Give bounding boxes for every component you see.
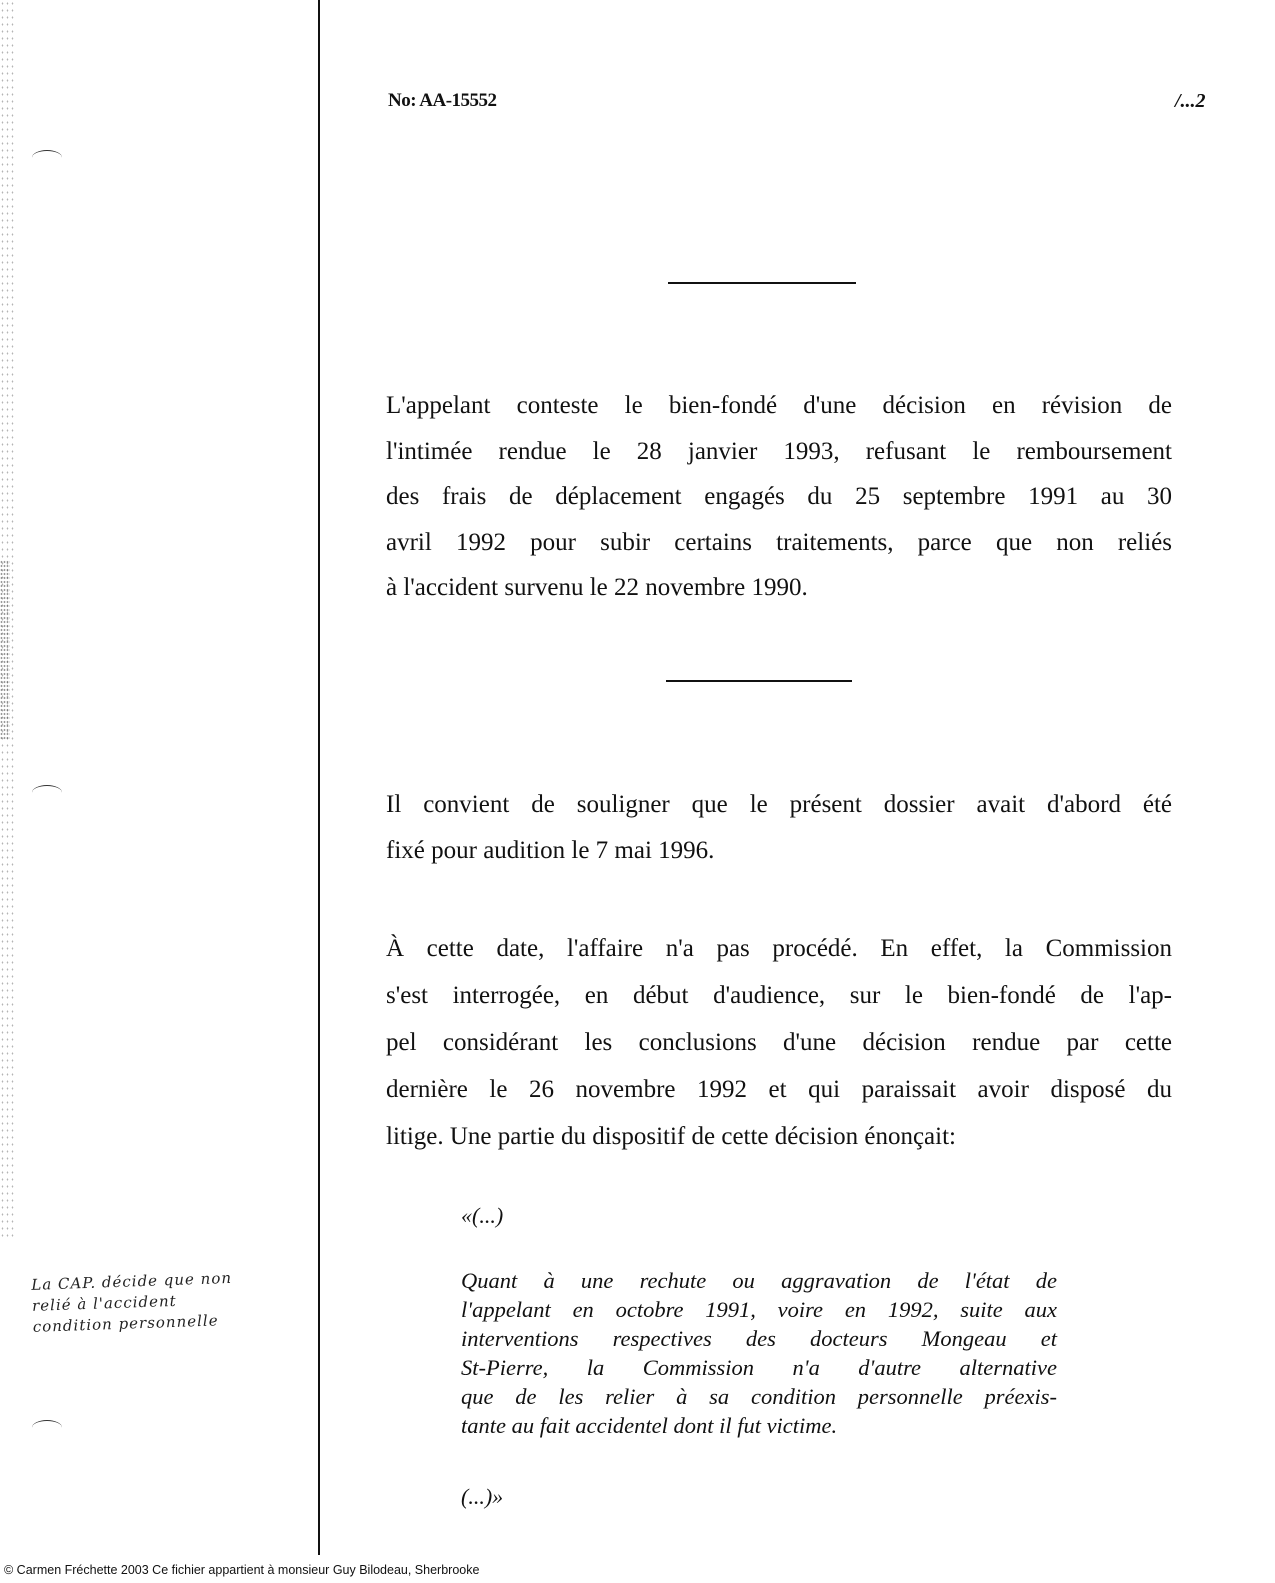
punch-hole-mark [32,1420,62,1435]
text-line: dernière le 26 novembre 1992 et qui paraissait avoir disposé du [386,1076,1172,1103]
paragraph-3 [386,925,1172,1160]
section-divider [668,282,856,284]
text-line: avril 1992 pour subir certains traitements, parce que non reliés [386,528,1172,556]
text-line: À cette date, l'affaire n'a pas procédé. En effet, la Commission [386,935,1172,962]
quote-line: que de les relier à sa condition personnelle préexis- [461,1384,1057,1409]
quote-line: l'appelant en octobre 1991, voire en 1992, suite aux [461,1297,1057,1322]
note-line: relié à l'accident [31,1291,177,1315]
quoted-decision [461,1266,1057,1440]
quote-close-marker: (...)» [461,1484,504,1509]
quote-open-marker: «(...) [461,1203,504,1228]
margin-rule [318,0,320,1555]
punch-hole-mark [32,785,62,800]
quote-line: Quant à une rechute ou aggravation de l'état de [461,1268,1057,1293]
page-marker: /...2 [1175,90,1206,112]
text-line: des frais de déplacement engagés du 25 septembre 1991 au 30 [386,483,1172,510]
text-line: pel considérant les conclusions d'une décision rendue par cette [386,1029,1172,1056]
section-divider [666,680,852,682]
text-line: L'appelant conteste le bien-fondé d'une décision en révision de [386,392,1172,419]
paragraph-1 [386,383,1172,611]
punch-hole-mark [32,150,62,165]
paragraph-2 [386,782,1172,873]
text-line: à l'accident survenu le 22 novembre 1990. [386,574,808,601]
text-line: fixé pour audition le 7 mai 1996. [386,836,715,864]
file-number: No: AA-15552 [388,90,497,111]
text-line: l'intimée rendue le 28 janvier 1993, refusant le remboursement [386,437,1172,465]
note-line: La CAP. décide que non [31,1268,233,1294]
copyright-footer: © Carmen Fréchette 2003 Ce fichier appartient à monsieur Guy Bilodeau, Sherbrooke [4,1563,480,1577]
text-line: s'est interrogée, en début d'audience, sur le bien-fondé de l'ap- [386,982,1172,1009]
text-line: litige. Une partie du dispositif de cette décision énonçait: [386,1123,956,1150]
text-line: Il convient de souligner que le présent dossier avait d'abord été [386,791,1172,818]
quote-line: tante au fait accidentel dont il fut victime. [461,1413,838,1438]
quote-line: interventions respectives des docteurs Mongeau et [461,1326,1057,1351]
handwritten-margin-note [31,1265,313,1338]
note-line: condition personnelle [32,1311,219,1336]
quote-line: St-Pierre, la Commission n'a d'autre alternative [461,1355,1057,1380]
scan-speckle-edge [0,560,10,740]
